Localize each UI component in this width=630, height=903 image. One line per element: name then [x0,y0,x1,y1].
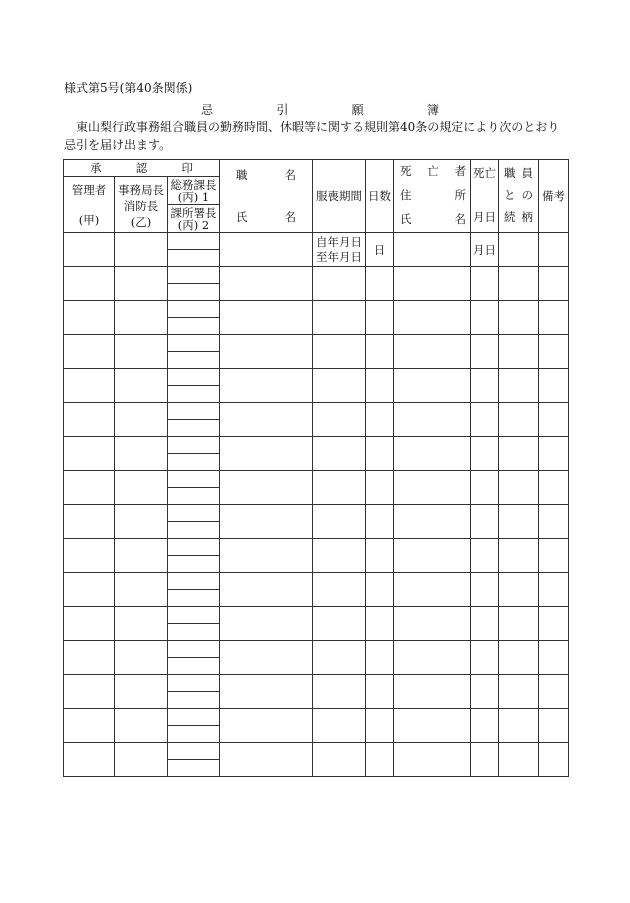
remarks-cell[interactable] [539,233,569,267]
header-text: (丙) 2 [177,217,210,232]
remarks-cell[interactable] [539,539,569,573]
remarks-cell[interactable] [539,675,569,709]
deceased-header [394,160,471,233]
relation-cell[interactable] [499,369,539,403]
chief-seal-cell[interactable] [115,403,168,437]
relation-cell[interactable] [499,233,539,267]
manager-seal-cell[interactable] [64,369,115,403]
mourning-period-cell[interactable] [313,335,366,369]
general-affairs-seal-cell[interactable] [168,539,220,556]
death-date-cell[interactable] [471,641,499,675]
header-char: 続 [504,210,516,224]
header-text: (乙) [130,214,152,229]
office-chief-seal-cell[interactable] [168,284,220,301]
header-text: 月日 [473,210,497,224]
mourning-period-cell[interactable] [313,471,366,505]
remarks-cell[interactable] [539,607,569,641]
remarks-cell[interactable] [539,403,569,437]
mourning-period-cell[interactable] [313,505,366,539]
header-char: 死 [400,164,412,178]
manager-seal-cell[interactable] [64,573,115,607]
deceased-cell[interactable] [394,675,471,709]
days-cell[interactable] [366,233,394,267]
days-cell[interactable] [366,641,394,675]
days-cell[interactable] [366,335,394,369]
office-chief-seal-cell[interactable] [168,488,220,505]
table-row [64,437,569,454]
header-char: と [504,188,516,202]
table-row [64,369,569,386]
mourning-period-cell[interactable] [313,641,366,675]
relation-cell[interactable] [499,403,539,437]
header-char: の [521,188,534,202]
table-row [64,301,569,318]
office-chief-seal-cell[interactable] [168,454,220,471]
general-affairs-seal-cell[interactable] [168,709,220,726]
mourning-period-cell[interactable] [313,743,366,777]
chief-seal-cell[interactable] [115,539,168,573]
office-chief-seal-cell[interactable] [168,726,220,743]
days-cell[interactable] [366,539,394,573]
death-date-cell[interactable] [471,369,499,403]
deceased-cell[interactable] [394,505,471,539]
relation-cell[interactable] [499,709,539,743]
chief-seal-cell[interactable] [115,641,168,675]
header-char: 承 [90,161,102,175]
deceased-cell[interactable] [394,573,471,607]
office-chief-seal-cell[interactable] [168,692,220,709]
table-row [64,233,569,250]
mourning-period-cell[interactable] [313,675,366,709]
post-name-cell[interactable] [220,641,313,675]
general-affairs-seal-cell[interactable] [168,437,220,454]
relation-cell[interactable] [499,301,539,335]
header-char: 亡 [427,164,439,178]
manager-seal-cell[interactable] [64,607,115,641]
manager-seal-cell[interactable] [64,539,115,573]
relation-cell[interactable] [499,267,539,301]
relation-cell[interactable] [499,471,539,505]
manager-seal-cell[interactable] [64,301,115,335]
office-chief-seal-cell[interactable] [168,658,220,675]
manager-seal-cell[interactable] [64,641,115,675]
table-row [64,471,569,488]
post-name-cell[interactable] [220,267,313,301]
table-row [64,335,569,352]
manager-seal-cell[interactable] [64,471,115,505]
table-row [64,573,569,590]
days-cell[interactable] [366,471,394,505]
post-name-cell[interactable] [220,539,313,573]
chief-seal-cell[interactable] [115,437,168,471]
general-affairs-seal-cell[interactable] [168,233,220,250]
mourning-period-cell[interactable] [313,233,366,267]
deceased-cell[interactable] [394,233,471,267]
days-unit: 日 [373,242,386,257]
remarks-cell[interactable] [539,437,569,471]
table-row [64,709,569,726]
post-name-cell[interactable] [220,335,313,369]
death-date-text: 月日 [473,242,497,257]
deceased-cell[interactable] [394,743,471,777]
header-text: 課所署長 [170,205,217,220]
manager-seal-cell[interactable] [64,743,115,777]
form-number: 様式第5号(第40条関係) [64,81,193,95]
mourning-period-cell[interactable] [313,607,366,641]
relation-cell[interactable] [499,641,539,675]
chief-seal-cell[interactable] [115,675,168,709]
header-text: 消防長 [123,198,159,213]
manager-header [64,177,115,233]
general-affairs-seal-cell[interactable] [168,403,220,420]
intro-text: 東山梨行政事務組合職員の勤務時間、休暇等に関する規則第40条の規定により次のとおり忌引を届け出ます。 [64,120,560,152]
office-chief-seal-cell[interactable] [168,556,220,573]
header-text: 総務課長 [170,177,217,192]
title-char: 簿 [426,103,439,117]
general-affairs-seal-cell[interactable] [168,573,220,590]
days-cell[interactable] [366,709,394,743]
post-name-cell[interactable] [220,743,313,777]
deceased-cell[interactable] [394,403,471,437]
chief-seal-cell[interactable] [115,505,168,539]
intro-paragraph [64,118,569,154]
chief-seal-cell[interactable] [115,607,168,641]
deceased-cell[interactable] [394,301,471,335]
death-date-cell[interactable] [471,539,499,573]
manager-seal-cell[interactable] [64,403,115,437]
chief-seal-cell[interactable] [115,743,168,777]
post-name-cell[interactable] [220,403,313,437]
post-name-cell[interactable] [220,471,313,505]
header-text: 死亡 [473,166,497,180]
mourning-period-cell[interactable] [313,369,366,403]
office-chief-seal-cell[interactable] [168,760,220,777]
relation-cell[interactable] [499,539,539,573]
post-name-cell[interactable] [220,675,313,709]
manager-seal-cell[interactable] [64,505,115,539]
header-char: 印 [181,161,194,175]
header-text: 事務局長 [118,182,164,197]
remarks-cell[interactable] [539,369,569,403]
approval-seal-header [64,160,220,177]
deceased-cell[interactable] [394,437,471,471]
chief-seal-cell[interactable] [115,335,168,369]
death-date-cell[interactable] [471,233,499,267]
death-date-cell[interactable] [471,267,499,301]
relation-cell[interactable] [499,335,539,369]
relation-header [499,160,539,233]
deceased-cell[interactable] [394,471,471,505]
header-char: 住 [400,188,412,202]
page-title [200,101,440,118]
days-cell[interactable] [366,505,394,539]
table-row [64,641,569,658]
post-name-cell[interactable] [220,505,313,539]
general-affairs-seal-cell[interactable] [168,335,220,352]
death-date-cell[interactable] [471,335,499,369]
office-chief-seal-cell[interactable] [168,250,220,267]
header-char: 名 [284,210,297,224]
period-from: 自年月日 [316,234,363,249]
table-row [64,743,569,760]
deceased-cell[interactable] [394,709,471,743]
deceased-cell[interactable] [394,539,471,573]
manager-seal-cell[interactable] [64,709,115,743]
title-char: 忌 [200,103,213,117]
chief-seal-cell[interactable] [115,573,168,607]
deceased-cell[interactable] [394,267,471,301]
death-date-cell[interactable] [471,471,499,505]
chief-seal-cell[interactable] [115,267,168,301]
general-affairs-seal-cell[interactable] [168,267,220,284]
death-date-cell[interactable] [471,743,499,777]
mourning-period-cell[interactable] [313,709,366,743]
mourning-period-cell[interactable] [313,403,366,437]
header-char: 名 [454,212,467,226]
post-name-cell[interactable] [220,301,313,335]
period-to: 至年月日 [316,249,363,264]
days-cell[interactable] [366,369,394,403]
deceased-cell[interactable] [394,641,471,675]
remarks-header: 備考 [539,160,569,233]
deceased-cell[interactable] [394,369,471,403]
remarks-cell[interactable] [539,641,569,675]
chief-seal-cell[interactable] [115,369,168,403]
death-date-cell[interactable] [471,403,499,437]
mourning-period-cell[interactable] [313,437,366,471]
death-date-cell[interactable] [471,675,499,709]
days-cell[interactable] [366,403,394,437]
general-affairs-seal-cell[interactable] [168,675,220,692]
header-char: 員 [521,166,534,180]
header-text: (甲) [78,212,100,227]
remarks-cell[interactable] [539,709,569,743]
table-row [64,505,569,522]
death-date-cell[interactable] [471,505,499,539]
office-chief-seal-cell[interactable] [168,386,220,403]
general-affairs-header [168,177,220,205]
table-row [64,607,569,624]
mourning-period-cell[interactable] [313,573,366,607]
chief-seal-cell[interactable] [115,709,168,743]
death-date-header [471,160,499,233]
manager-seal-cell[interactable] [64,267,115,301]
header-char: 氏 [400,212,412,226]
office-chief-seal-cell[interactable] [168,420,220,437]
days-cell[interactable] [366,267,394,301]
office-chief-seal-cell[interactable] [168,590,220,607]
relation-cell[interactable] [499,505,539,539]
death-date-cell[interactable] [471,573,499,607]
title-char: 引 [276,103,289,117]
mourning-period-cell[interactable] [313,539,366,573]
chief-seal-cell[interactable] [115,233,168,267]
chief-header [115,177,168,233]
post-name-cell[interactable] [220,607,313,641]
relation-cell[interactable] [499,607,539,641]
general-affairs-seal-cell[interactable] [168,743,220,760]
remarks-cell[interactable] [539,335,569,369]
remarks-cell[interactable] [539,573,569,607]
days-cell[interactable] [366,437,394,471]
days-cell[interactable] [366,743,394,777]
office-chief-seal-cell[interactable] [168,522,220,539]
death-date-cell[interactable] [471,437,499,471]
relation-cell[interactable] [499,573,539,607]
post-name-header [220,160,313,233]
remarks-cell[interactable] [539,267,569,301]
header-char: 柄 [521,210,534,224]
manager-seal-cell[interactable] [64,437,115,471]
general-affairs-seal-cell[interactable] [168,471,220,488]
header-char: 氏 [236,210,248,224]
death-date-cell[interactable] [471,301,499,335]
office-chief-header [168,205,220,233]
general-affairs-seal-cell[interactable] [168,369,220,386]
header-char: 所 [454,188,467,202]
relation-cell[interactable] [499,437,539,471]
chief-seal-cell[interactable] [115,471,168,505]
general-affairs-seal-cell[interactable] [168,505,220,522]
deceased-cell[interactable] [394,607,471,641]
mourning-period-cell[interactable] [313,267,366,301]
post-name-cell[interactable] [220,233,313,267]
table-row [64,403,569,420]
mourning-leave-register-table [63,159,569,777]
days-cell[interactable] [366,607,394,641]
death-date-cell[interactable] [471,607,499,641]
table-row [64,539,569,556]
remarks-cell[interactable] [539,505,569,539]
header-char: 名 [284,168,297,182]
manager-seal-cell[interactable] [64,675,115,709]
office-chief-seal-cell[interactable] [168,318,220,335]
mourning-period-cell[interactable] [313,301,366,335]
office-chief-seal-cell[interactable] [168,624,220,641]
general-affairs-seal-cell[interactable] [168,641,220,658]
office-chief-seal-cell[interactable] [168,352,220,369]
general-affairs-seal-cell[interactable] [168,301,220,318]
general-affairs-seal-cell[interactable] [168,607,220,624]
table-row [64,675,569,692]
manager-seal-cell[interactable] [64,335,115,369]
manager-seal-cell[interactable] [64,233,115,267]
post-name-cell[interactable] [220,573,313,607]
remarks-cell[interactable] [539,471,569,505]
header-char: 職 [504,166,516,180]
relation-cell[interactable] [499,675,539,709]
days-cell[interactable] [366,573,394,607]
days-cell[interactable] [366,675,394,709]
days-cell[interactable] [366,301,394,335]
remarks-cell[interactable] [539,743,569,777]
header-char: 職 [236,168,248,182]
deceased-cell[interactable] [394,335,471,369]
days-header: 日数 [366,160,394,233]
header-char: 認 [135,161,148,175]
header-char: 者 [454,164,467,178]
table-row [64,267,569,284]
post-name-cell[interactable] [220,369,313,403]
title-char: 願 [351,103,364,117]
header-text: (丙) 1 [177,189,210,204]
mourning-period-header: 服喪期間 [313,160,366,233]
remarks-cell[interactable] [539,301,569,335]
header-text: 管理者 [71,182,107,197]
relation-cell[interactable] [499,743,539,777]
post-name-cell[interactable] [220,437,313,471]
chief-seal-cell[interactable] [115,301,168,335]
post-name-cell[interactable] [220,709,313,743]
death-date-cell[interactable] [471,709,499,743]
